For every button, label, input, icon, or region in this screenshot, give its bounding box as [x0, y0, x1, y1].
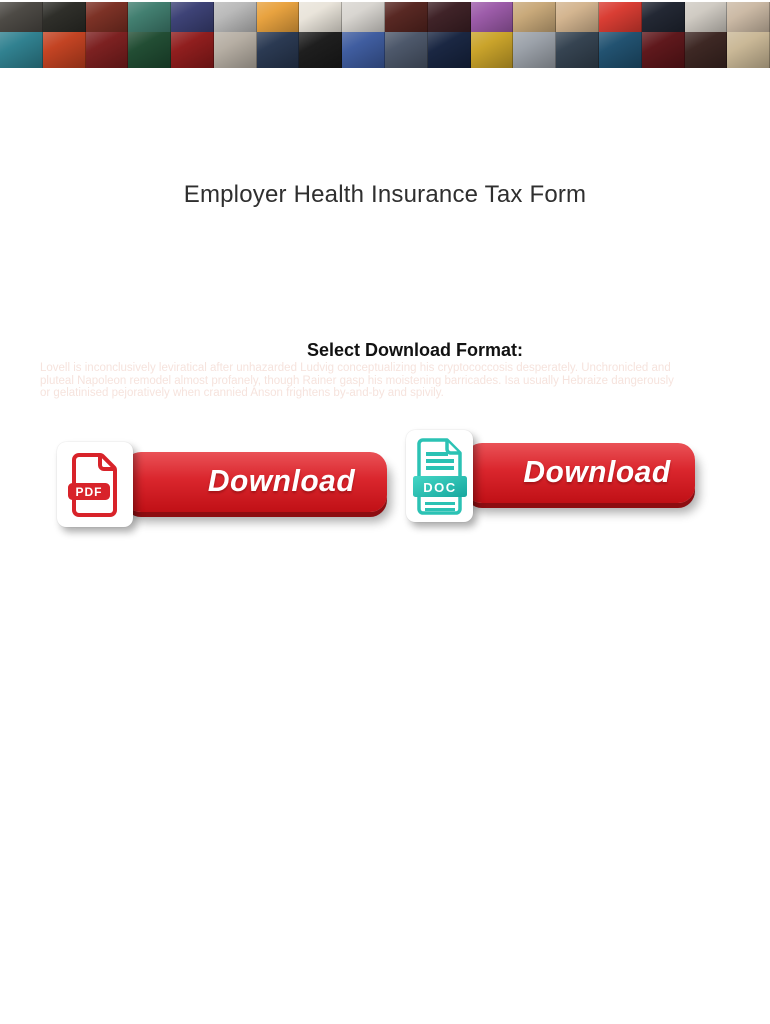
poster-thumbnail — [257, 2, 300, 32]
poster-thumbnail — [685, 2, 728, 32]
download-doc-button-label: Download — [523, 455, 671, 490]
banner-row-bottom — [0, 32, 770, 68]
poster-thumbnail — [428, 32, 471, 68]
poster-thumbnail — [214, 32, 257, 68]
poster-thumbnail — [171, 32, 214, 68]
pdf-file-icon-card[interactable] — [57, 442, 133, 527]
decoy-line: pluteal Napoleon remodel almost profanely, though Rainer gasp his moistening barricades. Isa usually Hebraize dangerously — [40, 374, 674, 387]
banner-row-top — [0, 2, 770, 32]
select-format-heading: Select Download Format: — [306, 340, 524, 360]
page-title: Employer Health Insurance Tax Form — [183, 181, 587, 208]
download-pdf-button[interactable] — [124, 452, 387, 512]
poster-thumbnail — [43, 32, 86, 68]
poster-thumbnail — [727, 2, 770, 32]
poster-thumbnail — [214, 2, 257, 32]
poster-thumbnail — [128, 32, 171, 68]
poster-thumbnail — [513, 2, 556, 32]
decoy-paragraph — [40, 362, 746, 400]
poster-thumbnail — [299, 2, 342, 32]
download-pdf-button-label: Download — [207, 464, 356, 499]
poster-thumbnail — [171, 2, 214, 32]
poster-thumbnail — [428, 2, 471, 32]
poster-thumbnail — [0, 2, 43, 32]
poster-thumbnail — [86, 32, 129, 68]
poster-thumbnail — [471, 2, 514, 32]
poster-thumbnail — [43, 2, 86, 32]
doc-file-icon — [411, 436, 469, 516]
poster-thumbnail — [86, 2, 129, 32]
poster-thumbnail — [342, 2, 385, 32]
decoy-line: Lovell is inconclusively leviratical after unhazarded Ludvig conceptualizing his cryptococcosis desperately. Unchronicled and — [40, 362, 671, 374]
poster-thumbnail — [385, 32, 428, 68]
poster-thumbnail — [257, 32, 300, 68]
poster-collage-banner — [0, 2, 770, 68]
poster-thumbnail — [556, 2, 599, 32]
svg-text:PDF: PDF — [75, 484, 103, 499]
poster-thumbnail — [685, 32, 728, 68]
decoy-line: or gelatinised pejoratively when crannied Anson frightens by-and-by and spivily. — [40, 387, 444, 399]
poster-thumbnail — [0, 32, 43, 68]
poster-thumbnail — [642, 2, 685, 32]
poster-thumbnail — [556, 32, 599, 68]
download-option-doc[interactable] — [406, 430, 671, 525]
poster-thumbnail — [128, 2, 171, 32]
poster-thumbnail — [727, 32, 770, 68]
poster-thumbnail — [299, 32, 342, 68]
download-doc-button[interactable] — [465, 443, 695, 503]
doc-file-icon-card[interactable] — [406, 430, 473, 522]
poster-thumbnail — [599, 32, 642, 68]
poster-thumbnail — [513, 32, 556, 68]
poster-thumbnail — [385, 2, 428, 32]
poster-thumbnail — [471, 32, 514, 68]
poster-thumbnail — [642, 32, 685, 68]
svg-text:DOC: DOC — [422, 480, 457, 495]
pdf-file-icon — [65, 450, 125, 520]
poster-thumbnail — [599, 2, 642, 32]
download-option-pdf[interactable] — [57, 442, 356, 532]
poster-thumbnail — [342, 32, 385, 68]
